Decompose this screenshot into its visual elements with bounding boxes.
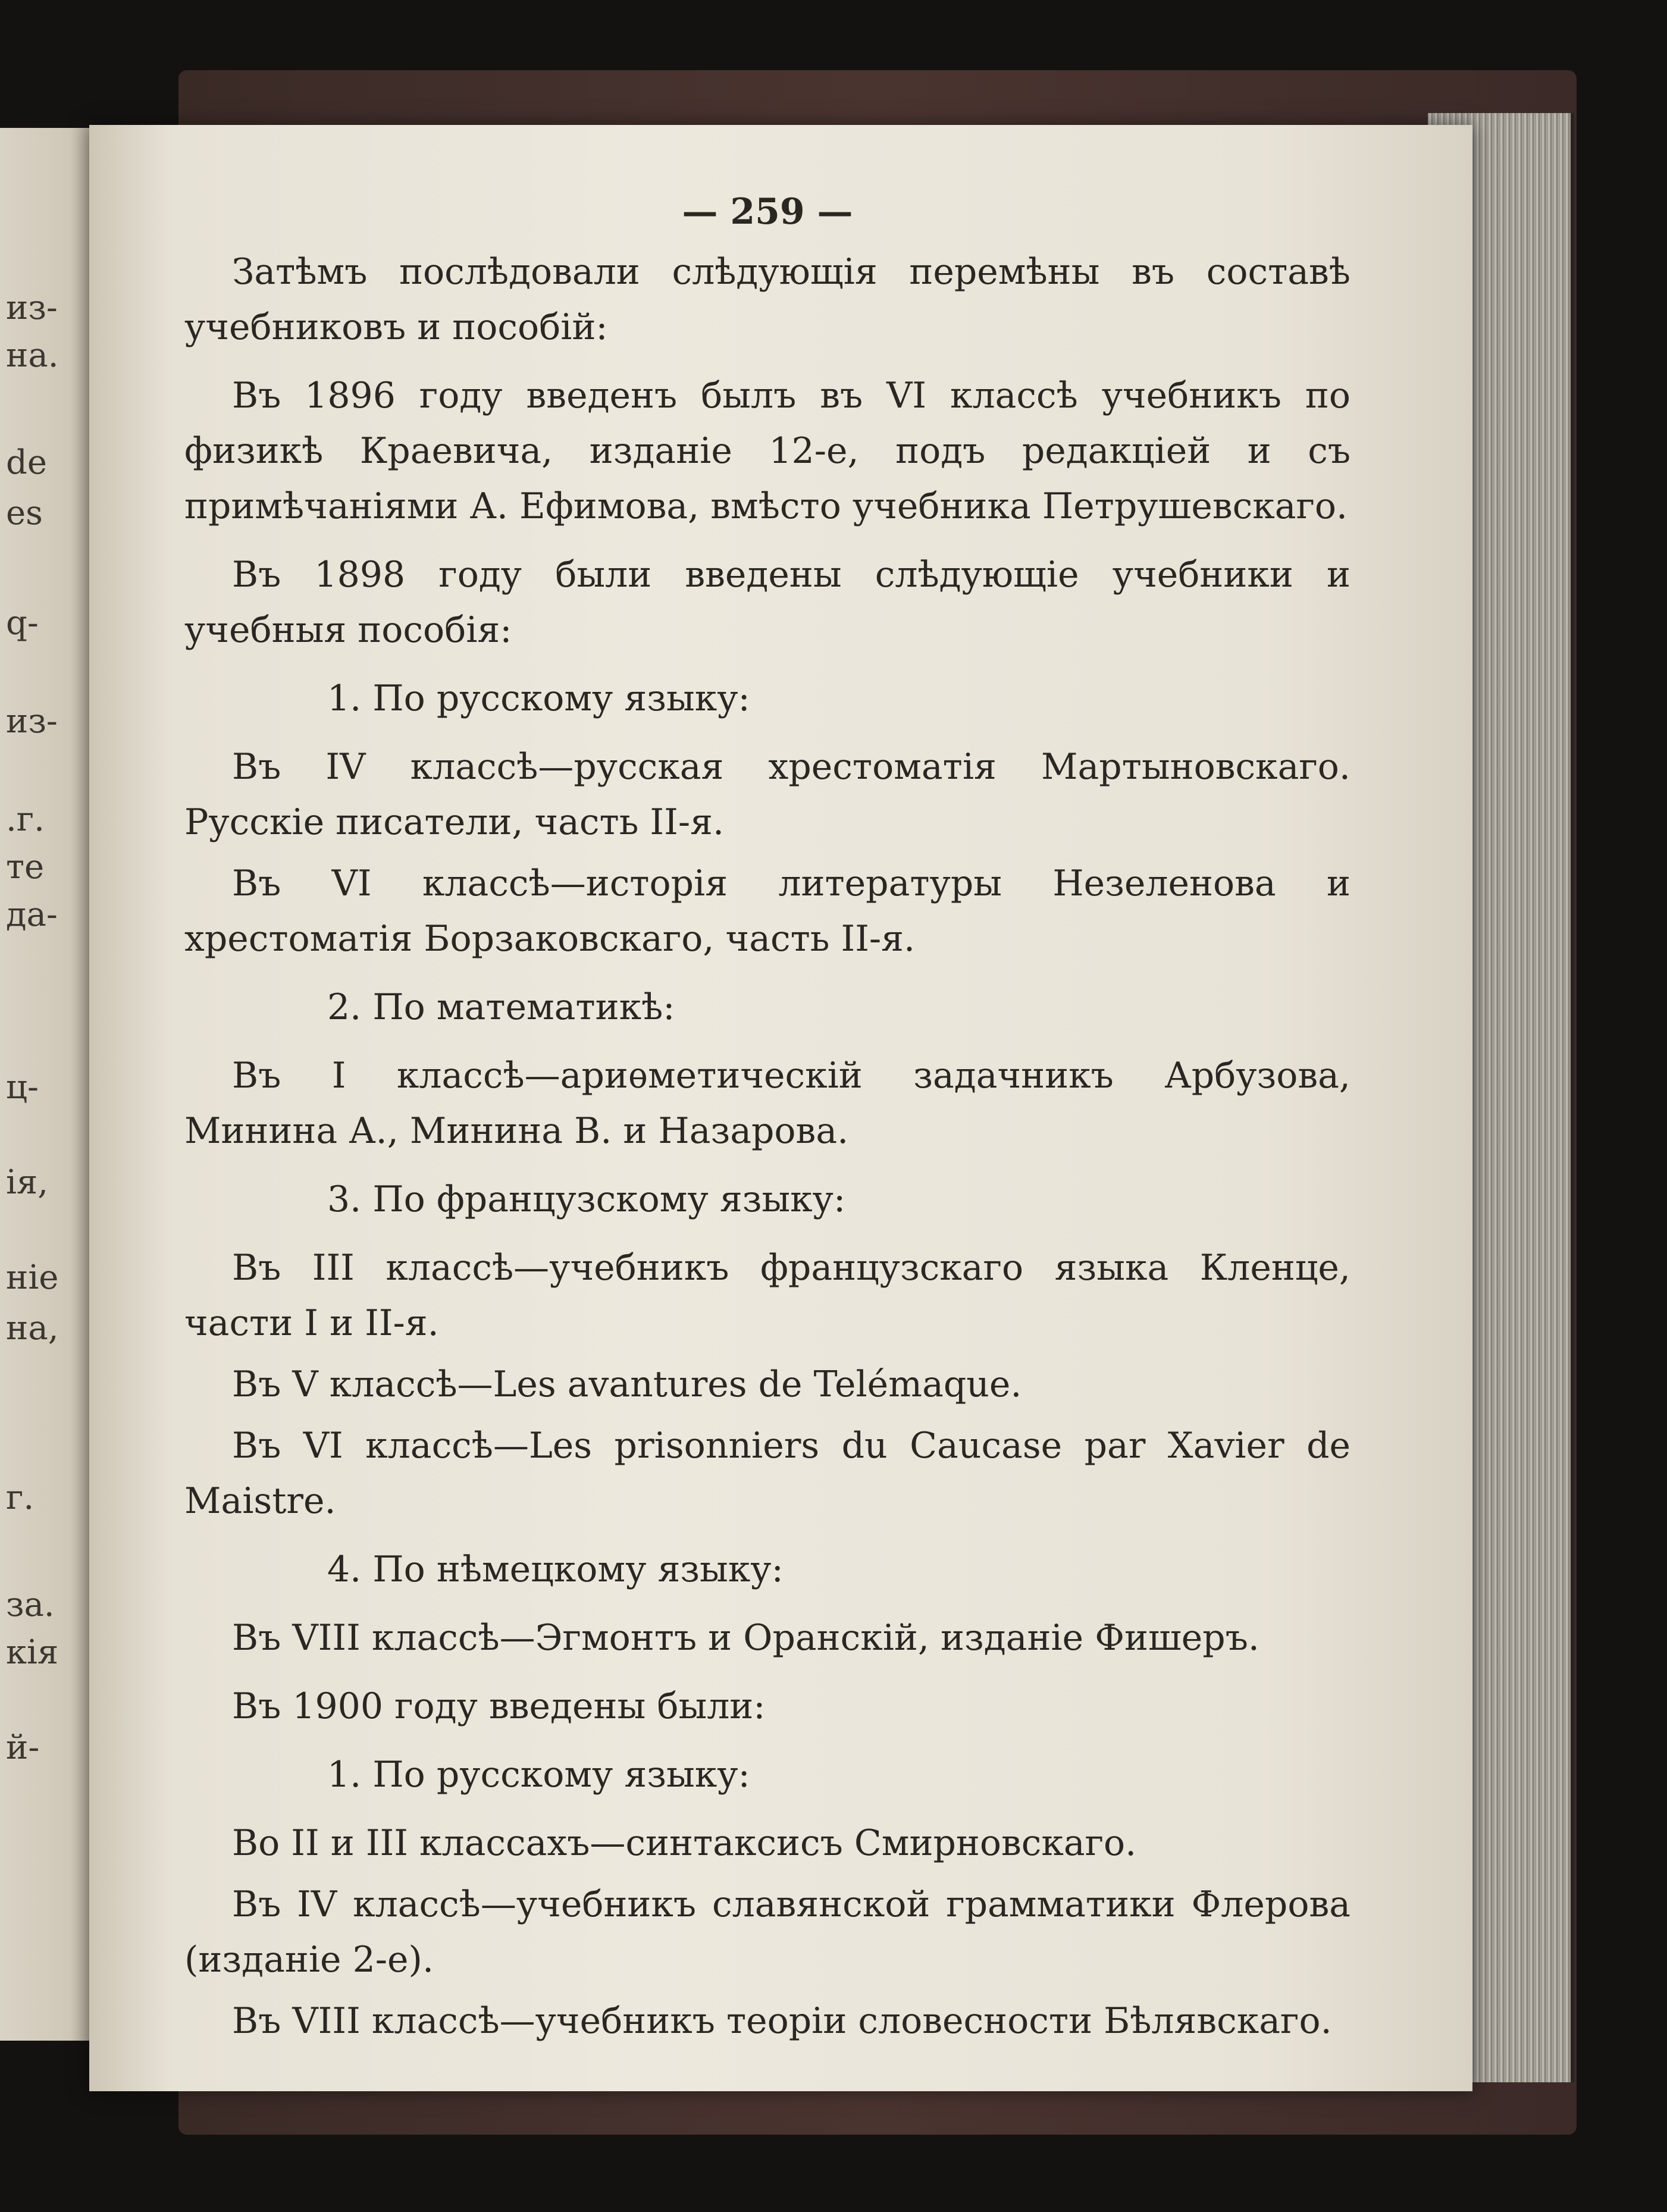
paragraph: Въ III классѣ—учебникъ французскаго языка Кленце, части I и II-я. [184,1247,1350,1344]
left-page-fragment: ія, [6,1163,49,1202]
left-page-fragment: из- [6,289,58,327]
left-page-fragment: да- [6,895,58,934]
paragraph: Въ 1898 году были введены слѣдующіе учебники и учебныя пособія: [184,554,1350,651]
page [89,125,1472,2091]
left-page-fragment: ніе [6,1258,59,1297]
left-page-fragment: те [6,848,45,886]
paragraph: Въ IV классѣ—учебникъ славянской грамматики Флерова (изданіе 2-е). [184,1884,1350,1981]
paragraph: Въ 1900 году введены были: [232,1685,766,1727]
paragraph: Въ IV классѣ—русская хрестоматія Мартыновскаго. Русскіе писатели, часть II-я. [184,746,1350,843]
paragraph: Въ VI классѣ—исторія литературы Незеленова и хрестоматія Борзаковскаго, часть II-я. [184,863,1350,960]
section-heading: 1. По русскому языку: [327,1754,750,1796]
page-number: — 259 — [682,191,853,233]
paragraph: Въ 1896 году введенъ былъ въ VI классѣ учебникъ по физикѣ Краевича, изданіе 12-е, подъ редакціей и съ примѣчаніями А. Ефимова, вмѣсто учебника Петрушевскаго. [184,375,1350,527]
section-heading: 1. По русскому языку: [327,678,750,719]
left-page-fragment: es [6,494,43,532]
paragraph: Затѣмъ послѣдовали слѣдующія перемѣны въ составѣ учебниковъ и пособій: [184,251,1350,348]
left-page-fragment: кія [6,1633,59,1672]
left-page-fragment: на, [6,1309,59,1348]
left-page [0,128,101,2041]
paragraph: Въ VI классѣ—Les prisonniers du Caucase par Xavier de Maistre. [184,1425,1350,1522]
left-page-fragment: de [6,443,47,482]
paragraph: Въ I классѣ—ариѳметическій задачникъ Арбузова, Минина А., Минина В. и Назарова. [184,1055,1350,1152]
left-page-fragment: ц- [6,1068,39,1107]
paragraph: Во II и III классахъ—синтаксисъ Смирновскаго. [232,1822,1137,1864]
left-page-fragment: из- [6,702,58,741]
section-heading: 4. По нѣмецкому языку: [327,1549,784,1590]
page-text [184,184,1350,2062]
left-page-fragment: за. [6,1586,55,1624]
section-heading: 3. По французскому языку: [327,1179,846,1220]
left-page-fragment: q- [6,604,39,643]
left-page-fragment: .г. [6,800,45,839]
left-page-fragment: на. [6,336,59,375]
paragraph: Въ V классѣ—Les avantures de Telémaque. [232,1364,1022,1405]
left-page-fragment: й- [6,1728,40,1767]
paragraph: Въ VIII классѣ—Эгмонтъ и Оранскій, изданіе Фишеръ. [232,1617,1259,1659]
paragraph: Въ VIII классѣ—учебникъ теоріи словесности Бѣлявскаго. [232,2000,1332,2042]
section-heading: 2. По математикѣ: [327,986,675,1028]
left-page-fragment: г. [6,1478,35,1517]
